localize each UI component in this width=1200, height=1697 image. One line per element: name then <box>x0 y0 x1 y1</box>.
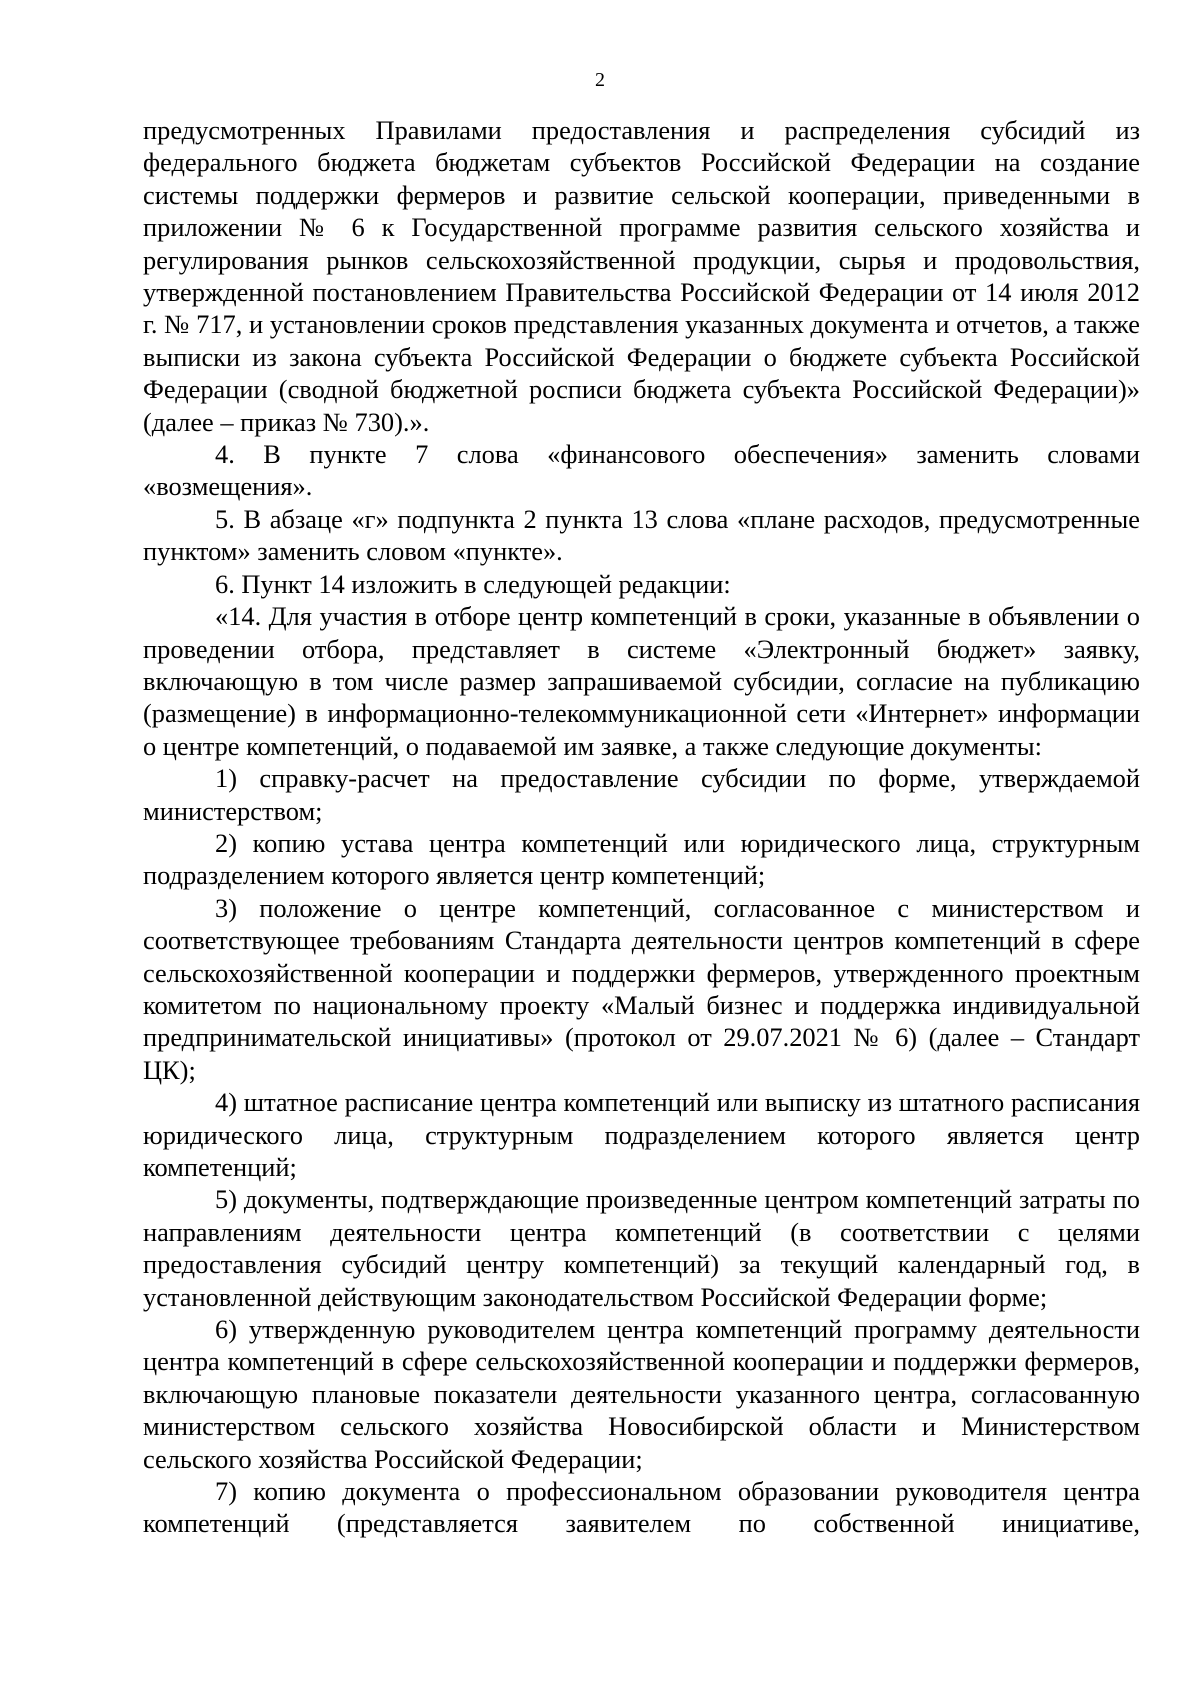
paragraph-subitem-4: 4) штатное расписание центра компетенций или выписку из штатного расписания юридического лица, структурным подразделением которого является центр компетенций; <box>143 1087 1140 1182</box>
paragraph-clause-14: «14. Для участия в отборе центр компетенций в сроки, указанные в объявлении о проведении отбора, представляет в системе «Электронный бюджет» заявку, включающую в том числе размер запрашиваемой субсидии, согласие на публикацию (размещение) в информационно-телекоммуникационной сети «Интернет» информации о центре компетенций, о подаваемой им заявке, а также следующие документы: <box>143 601 1140 761</box>
paragraph-subitem-6: 6) утвержденную руководителем центра компетенций программу деятельности центра компетенций в сфере сельскохозяйственной кооперации и поддержки фермеров, включающую плановые показатели деятельности указанного центра, согласованную министерством сельского хозяйства Новосибирской области и Министерством сельского хозяйства Российской Федерации; <box>143 1314 1140 1474</box>
paragraph-continuation: предусмотренных Правилами предоставления и распределения субсидий из федерального бюджета бюджетам субъектов Российской Федерации на создание системы поддержки фермеров и развитие сельской кооперации, приведенными в приложении № 6 к Государственной программе развития сельского хозяйства и регулирования рынков сельскохозяйственной продукции, сырья и продовольствия, утвержденной постановлением Правительства Российской Федерации от 14 июля 2012 г. № 717, и установлении сроков представления указанных документа и отчетов, а также выписки из закона субъекта Российской Федерации о бюджете субъекта Российской Федерации (сводной бюджетной росписи бюджета субъекта Российской Федерации)» (далее – приказ № 730).». <box>143 115 1140 437</box>
page-number: 2 <box>595 69 605 91</box>
paragraph-item-6: 6. Пункт 14 изложить в следующей редакции: <box>215 568 731 599</box>
document-body <box>143 114 1140 1540</box>
paragraph-subitem-5: 5) документы, подтверждающие произведенные центром компетенций затраты по направлениям деятельности центра компетенций (в соответствии с целями предоставления субсидий центру компетенций) за текущий календарный год, в установленной действующим законодательством Российской Федерации форме; <box>143 1184 1140 1312</box>
paragraph-item-5: 5. В абзаце «г» подпункта 2 пункта 13 слова «плане расходов, предусмотренные пунктом» заменить словом «пункте». <box>143 503 1140 567</box>
paragraph-subitem-3: 3) положение о центре компетенций, согласованное с министерством и соответствующее требованиям Стандарта деятельности центров компетенций в сфере сельскохозяйственной кооперации и поддержки фермеров, утвержденного проектным комитетом по национальному проекту «Малый бизнес и поддержка индивидуальной предпринимательской инициативы» (протокол от 29.07.2021 № 6) (далее – Стандарт ЦК); <box>143 892 1140 1085</box>
paragraph-subitem-1: 1) справку-расчет на предоставление субсидии по форме, утверждаемой министерством; <box>143 763 1140 826</box>
paragraph-item-4: 4. В пункте 7 слова «финансового обеспечения» заменить словами «возмещения». <box>143 439 1140 502</box>
paragraph-subitem-2: 2) копию устава центра компетенций или юридического лица, структурным подразделением которого является центр компетенций; <box>143 827 1140 891</box>
paragraph-subitem-7: 7) копию документа о профессиональном образовании руководителя центра компетенций (представляется заявителем по собственной инициативе, <box>143 1476 1140 1539</box>
